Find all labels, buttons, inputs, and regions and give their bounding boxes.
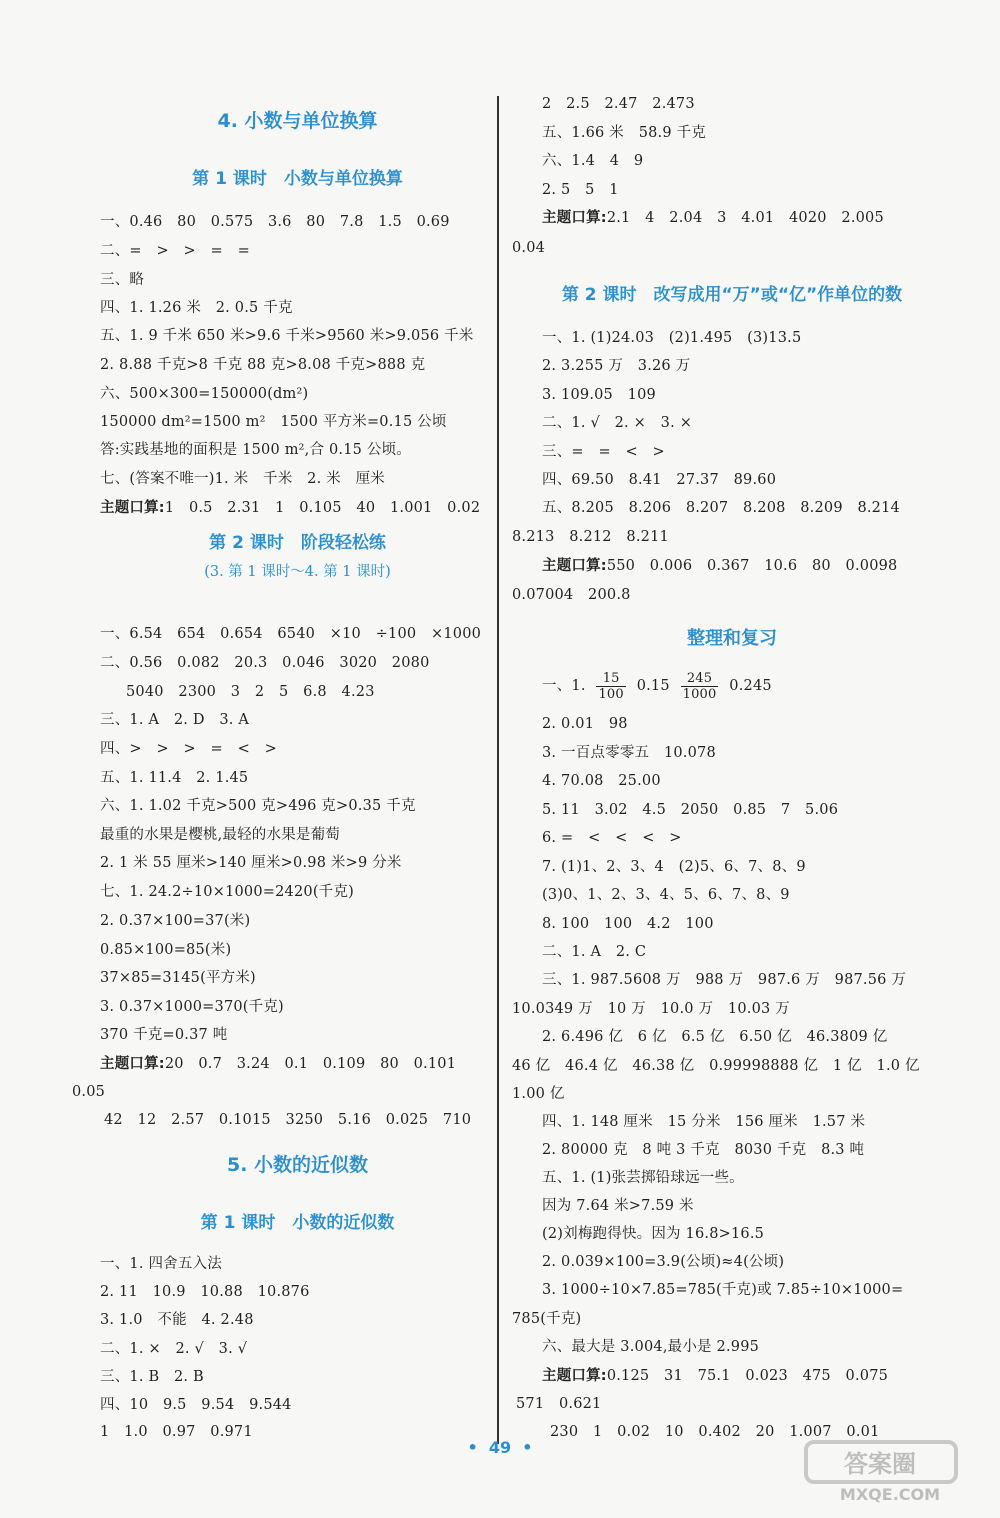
answer-line: 2. 11 10.9 10.88 10.876 bbox=[100, 1284, 310, 1300]
watermark-logo bbox=[800, 1436, 990, 1506]
answer-line: 六、1. 1.02 千克>500 克>496 克>0.35 千克 bbox=[100, 798, 416, 814]
column-divider bbox=[497, 96, 499, 1444]
answer-line: 785(千克) bbox=[512, 1311, 582, 1327]
answer-line: 答:实践基地的面积是 1500 m²,合 0.15 公顷。 bbox=[100, 442, 411, 458]
answer-line: 10.0349 万 10 万 10.0 万 10.03 万 bbox=[512, 1001, 790, 1017]
fraction-15-100 bbox=[596, 671, 625, 702]
lesson-title-3: 第 1 课时 小数的近似数 bbox=[200, 1213, 395, 1233]
answer-line: 1.00 亿 bbox=[512, 1086, 565, 1102]
answer-line: 二、1. × 2. √ 3. √ bbox=[100, 1341, 248, 1357]
answer-line: 五、1. 11.4 2. 1.45 bbox=[100, 770, 249, 786]
section-title-approximation: 5. 小数的近似数 bbox=[226, 1154, 369, 1176]
answer-line: 三、略 bbox=[100, 272, 145, 288]
answer-line: 2. 0.37×100=37(米) bbox=[100, 913, 251, 929]
review-title: 整理和复习 bbox=[687, 628, 777, 649]
answer-line: 四、1. 148 厘米 15 分米 156 厘米 1.57 米 bbox=[542, 1114, 866, 1130]
answer-line: 6. = < < < > bbox=[542, 830, 682, 846]
fraction-denominator: 1000 bbox=[682, 686, 717, 702]
oral-calc-values: 550 0.006 0.367 10.6 80 0.0098 bbox=[606, 558, 898, 574]
oral-calc-line bbox=[542, 1366, 888, 1386]
answer-line: 六、1.4 4 9 bbox=[542, 153, 644, 169]
page-number: • 49 • bbox=[467, 1438, 533, 1457]
oral-calc-continued: 0.05 bbox=[72, 1084, 106, 1100]
watermark-url: MXQE.COM bbox=[839, 1485, 941, 1504]
answer-line: 2. 1 米 55 厘米>140 厘米>0.98 米>9 分米 bbox=[100, 855, 402, 871]
answer-line: 370 千克=0.37 吨 bbox=[100, 1027, 228, 1043]
answer-line: 3. 一百点零零五 10.078 bbox=[542, 745, 716, 761]
answer-line: 三、1. B 2. B bbox=[100, 1369, 204, 1385]
answer-line: 2 2.5 2.47 2.473 bbox=[542, 96, 695, 112]
answer-line: 一、6.54 654 0.654 6540 ×10 ÷100 ×1000 bbox=[100, 626, 482, 642]
answer-line: 三、1. A 2. D 3. A bbox=[100, 712, 250, 728]
fraction-245-1000 bbox=[681, 671, 719, 702]
answer-line: 一、1. 四舍五入法 bbox=[100, 1256, 222, 1272]
answer-line: 五、1.66 米 58.9 千克 bbox=[542, 125, 706, 141]
oral-calc-line bbox=[100, 498, 480, 518]
answer-line: 3. 0.37×1000=370(千克) bbox=[100, 999, 284, 1015]
answer-line: 2. 0.01 98 bbox=[542, 716, 628, 732]
answer-line: (2)刘梅跑得快。因为 16.8>16.5 bbox=[542, 1226, 765, 1242]
answer-line: 因为 7.64 米>7.59 米 bbox=[542, 1198, 694, 1214]
oral-calc-label: 主题口算: bbox=[542, 1368, 607, 1384]
answer-line: 46 亿 46.4 亿 46.38 亿 0.99998888 亿 1 亿 1.0 亿 bbox=[512, 1058, 920, 1074]
answer-line: 二、= > > = = bbox=[100, 243, 250, 259]
oral-calc-values: 20 0.7 3.24 0.1 0.109 80 0.101 bbox=[164, 1056, 457, 1072]
oral-calc-values: 0.125 31 75.1 0.023 475 0.075 bbox=[606, 1368, 889, 1384]
lesson-title-1: 第 1 课时 小数与单位换算 bbox=[192, 169, 403, 189]
answer-line: 三、1. 987.5608 万 988 万 987.6 万 987.56 万 bbox=[542, 972, 907, 988]
oral-calc-continued: 0.07004 200.8 bbox=[512, 587, 631, 603]
answer-line: 1 1.0 0.97 0.971 bbox=[100, 1424, 253, 1440]
oral-calc-continued: 230 1 0.02 10 0.402 20 1.007 0.01 bbox=[550, 1424, 880, 1440]
answer-line: 四、1. 1.26 米 2. 0.5 千克 bbox=[100, 300, 293, 316]
answer-line: 5040 2300 3 2 5 6.8 4.23 bbox=[126, 684, 375, 700]
answer-line: 四、10 9.5 9.54 9.544 bbox=[100, 1397, 292, 1413]
answer-line: 0.85×100=85(米) bbox=[100, 942, 232, 958]
answer-prefix: 一、1. bbox=[542, 678, 586, 694]
answer-line: 150000 dm²=1500 m² 1500 平方米=0.15 公顷 bbox=[100, 414, 447, 430]
oral-calc-values: 1 0.5 2.31 1 0.105 40 1.001 0.02 bbox=[164, 500, 481, 516]
answer-line: 三、= = < > bbox=[542, 444, 665, 460]
answer-line: 二、0.56 0.082 20.3 0.046 3020 2080 bbox=[100, 655, 430, 671]
oral-calc-continued: 42 12 2.57 0.1015 3250 5.16 0.025 710 bbox=[104, 1112, 472, 1128]
fraction-numerator: 245 bbox=[681, 671, 719, 687]
answer-line: 2. 3.255 万 3.26 万 bbox=[542, 358, 691, 374]
answer-line: 七、1. 24.2÷10×1000=2420(千克) bbox=[100, 884, 354, 900]
oral-calc-label: 主题口算: bbox=[542, 210, 607, 226]
answer-line: 8. 100 100 4.2 100 bbox=[542, 916, 714, 932]
answer-line: 3. 1000÷10×7.85=785(千克)或 7.85÷10×1000= bbox=[542, 1282, 904, 1298]
oral-calc-label: 主题口算: bbox=[100, 500, 165, 516]
answer-line: 一、1. (1)24.03 (2)1.495 (3)13.5 bbox=[542, 330, 802, 346]
answer-line: 3. 109.05 109 bbox=[542, 387, 656, 403]
answer-line: 2. 5 5 1 bbox=[542, 182, 619, 198]
answer-value: 0.245 bbox=[729, 678, 772, 694]
answer-line: 3. 1.0 不能 4. 2.48 bbox=[100, 1312, 254, 1328]
answer-line: 六、500×300=150000(dm²) bbox=[100, 386, 309, 402]
answer-line: 七、(答案不唯一)1. 米 千米 2. 米 厘米 bbox=[100, 471, 385, 487]
answer-line: 2. 0.039×100=3.9(公顷)≈4(公顷) bbox=[542, 1254, 785, 1270]
section-title-decimals-units: 4. 小数与单位换算 bbox=[217, 110, 378, 132]
answer-line: 2. 8.88 千克>8 千克 88 克>8.08 千克>888 克 bbox=[100, 357, 426, 373]
answer-line: 2. 80000 克 8 吨 3 千克 8030 千克 8.3 吨 bbox=[542, 1142, 865, 1158]
oral-calc-continued: 571 0.621 bbox=[516, 1396, 602, 1412]
answer-line: 8.213 8.212 8.211 bbox=[512, 529, 669, 545]
oral-calc-line bbox=[542, 208, 884, 228]
fraction-denominator: 100 bbox=[598, 686, 624, 702]
answer-value: 0.15 bbox=[636, 678, 670, 694]
answer-line: 37×85=3145(平方米) bbox=[100, 970, 256, 986]
watermark-logo-text: 答案圈 bbox=[844, 1450, 916, 1478]
lesson-subtitle-2: (3. 第 1 课时～4. 第 1 课时) bbox=[204, 564, 391, 580]
page-number-value: 49 bbox=[488, 1438, 512, 1457]
answer-line: 五、8.205 8.206 8.207 8.208 8.209 8.214 bbox=[542, 500, 900, 516]
lesson-title-2: 第 2 课时 阶段轻松练 bbox=[209, 533, 386, 553]
answer-line: 四、> > > = < > bbox=[100, 741, 277, 757]
answer-line: 二、1. √ 2. × 3. × bbox=[542, 415, 693, 431]
answer-line: 二、1. A 2. C bbox=[542, 944, 647, 960]
oral-calc-label: 主题口算: bbox=[542, 558, 607, 574]
answer-line: 一、0.46 80 0.575 3.6 80 7.8 1.5 0.69 bbox=[100, 214, 450, 230]
oral-calc-line bbox=[542, 556, 897, 576]
oral-calc-label: 主题口算: bbox=[100, 1056, 165, 1072]
answer-line: 7. (1)1、2、3、4 (2)5、6、7、8、9 bbox=[542, 859, 806, 875]
answer-line: 最重的水果是樱桃,最轻的水果是葡萄 bbox=[100, 827, 341, 843]
answer-line: 五、1. 9 千米 650 米>9.6 千米>9560 米>9.056 千米 bbox=[100, 328, 474, 344]
fraction-numerator: 15 bbox=[596, 671, 625, 687]
fraction-answer-line bbox=[542, 668, 772, 704]
oral-calc-line bbox=[100, 1054, 456, 1074]
answer-line: 4. 70.08 25.00 bbox=[542, 773, 661, 789]
answer-line: 六、最大是 3.004,最小是 2.995 bbox=[542, 1339, 760, 1355]
answer-line: 5. 11 3.02 4.5 2050 0.85 7 5.06 bbox=[542, 802, 839, 818]
oral-calc-continued: 0.04 bbox=[512, 240, 546, 256]
answer-line: (3)0、1、2、3、4、5、6、7、8、9 bbox=[542, 887, 790, 903]
oral-calc-values: 2.1 4 2.04 3 4.01 4020 2.005 bbox=[606, 210, 884, 226]
lesson-title-4: 第 2 课时 改写成用“万”或“亿”作单位的数 bbox=[561, 285, 903, 305]
answer-line: 2. 6.496 亿 6 亿 6.5 亿 6.50 亿 46.3809 亿 bbox=[542, 1029, 888, 1045]
answer-line: 四、69.50 8.41 27.37 89.60 bbox=[542, 472, 777, 488]
answer-line: 五、1. (1)张芸掷铅球远一些。 bbox=[542, 1170, 744, 1186]
